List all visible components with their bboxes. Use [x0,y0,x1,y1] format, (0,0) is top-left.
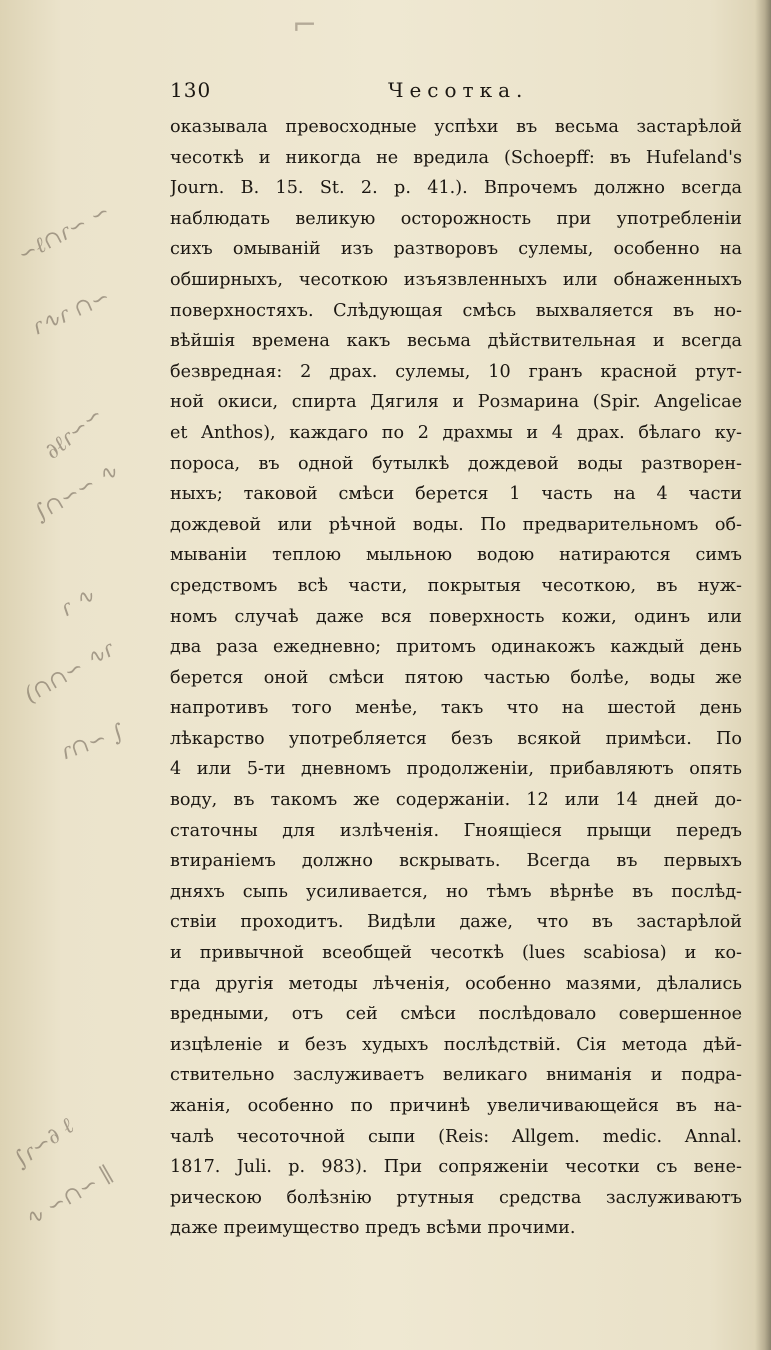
text-line: ствіи проходитъ. Видѣли даже, что въ застарѣлой [170,912,742,933]
text-line: дождевой или рѣчной воды. По предварительномъ об- [170,514,742,535]
text-line: 4 или 5-ти дневномъ продолженіи, прибавляютъ опять [170,759,742,780]
page-gutter-shadow [755,0,771,1350]
text-line: воду, въ такомъ же содержаніи. 12 или 14 дней до- [170,790,742,811]
text-line: сихъ омываній изъ разтворовъ сулемы, особенно на [170,239,742,260]
text-line: средствомъ всѣ части, покрытыя чесоткою, въ нуж- [170,575,742,596]
text-line: пороса, въ одной бутылкѣ дождевой воды разтворен- [170,453,742,474]
margin-scribble-8: ∫ɾ∽∂ ℓ [9,1113,79,1173]
margin-scribble-2: ɾ∿ɾ ∩∽ [28,284,114,341]
text-line: вѣйшія времена какъ весьма дѣйствительная и всегда [170,331,742,352]
margin-scribble-3: ∂ℓɾ∽∽ [40,402,108,465]
text-line: вредными, отъ сей смѣси послѣдовало совершенное [170,1004,742,1025]
text-line: два раза ежедневно; притомъ одинакожъ каждый день [170,637,742,658]
text-line: лѣкарство употребляется безъ всякой примѣси. По [170,728,742,749]
text-line: чалѣ чесоточной сыпи (Reis: Allgem. medic. Annal. [170,1126,742,1147]
text-line: безвредная: 2 драх. сулемы, 10 гранъ красной ртут- [170,361,742,382]
margin-scribble-4: ∫∩∽∽ ∿ [29,458,123,527]
page-number: 130 [170,78,212,102]
text-line: ныхъ; таковой смѣси берется 1 часть на 4 части [170,484,742,505]
text-line: номъ случаѣ даже вся поверхность кожи, одинъ или [170,606,742,627]
margin-scribble-9: ∿ ∽∩∽ ∥ [20,1162,118,1233]
text-line: мываніи теплою мыльною водою натираются симъ [170,545,742,566]
margin-scribble-1: ∽ℓ∩ɾ∽ ∽ [14,198,115,268]
body-text [170,112,742,1244]
text-line: напротивъ того менѣе, такъ что на шестой день [170,698,742,719]
text-line: берется оной смѣси пятою частью болѣе, воды же [170,667,742,688]
margin-scribble-6: (∩∩∽ ∿ɾ [20,636,119,709]
text-line: ствительно заслуживаетъ великаго вниманія и подра- [170,1065,742,1086]
text-line: даже преимущество предъ всѣми прочими. [170,1218,576,1239]
margin-scribble-7: ɾ∩∽ ∫ [57,719,128,766]
text-line: чесоткѣ и никогда не вредила (Schoepff: въ Hufeland's [170,147,742,168]
text-line: изцѣленіе и безъ худыхъ послѣдствій. Сія метода дѣй- [170,1034,742,1055]
text-line: гда другія методы лѣченія, особенно мазями, дѣлались [170,973,742,994]
text-line: втираніемъ должно вскрывать. Всегда въ первыхъ [170,851,742,872]
text-line: оказывала превосходные успѣхи въ весьма застарѣлой [170,117,742,137]
text-line: наблюдать великую осторожность при употребленіи [170,208,742,229]
text-line: обширныхъ, чесоткою изъязвленныхъ или обнаженныхъ [170,269,742,290]
text-line: et Anthos), каждаго по 2 драхмы и 4 драх. бѣлаго ку- [170,422,742,443]
text-line: рическою болѣзнію ртутныя средства заслуживаютъ [170,1187,742,1208]
text-line: и привычной всеобщей чесоткѣ (lues scabiosa) и ко- [170,943,742,964]
text-line: 1817. Juli. p. 983). При сопряженіи чесотки съ вене- [170,1157,742,1178]
pencil-mark-top: ⌐ [292,8,318,43]
text-line: жанія, особенно по причинѣ увеличивающейся въ на- [170,1096,742,1116]
page-header [170,78,550,106]
text-line: Journ. B. 15. St. 2. p. 41.). Впрочемъ должно всегда [170,178,742,199]
text-line: поверхностяхъ. Слѣдующая смѣсь выхваляется въ но- [170,300,742,321]
running-title: Чесотка. [388,78,529,102]
text-line: ной окиси, спирта Дягиля и Розмарина (Spir. Angelicae [170,392,742,413]
margin-scribble-5: ɾ ∿ [56,582,100,623]
text-line: дняхъ сыпь усиливается, но тѣмъ вѣрнѣе въ послѣд- [170,881,742,902]
text-line: статочны для излѣченія. Гноящіеся прыщи передъ [170,820,742,841]
